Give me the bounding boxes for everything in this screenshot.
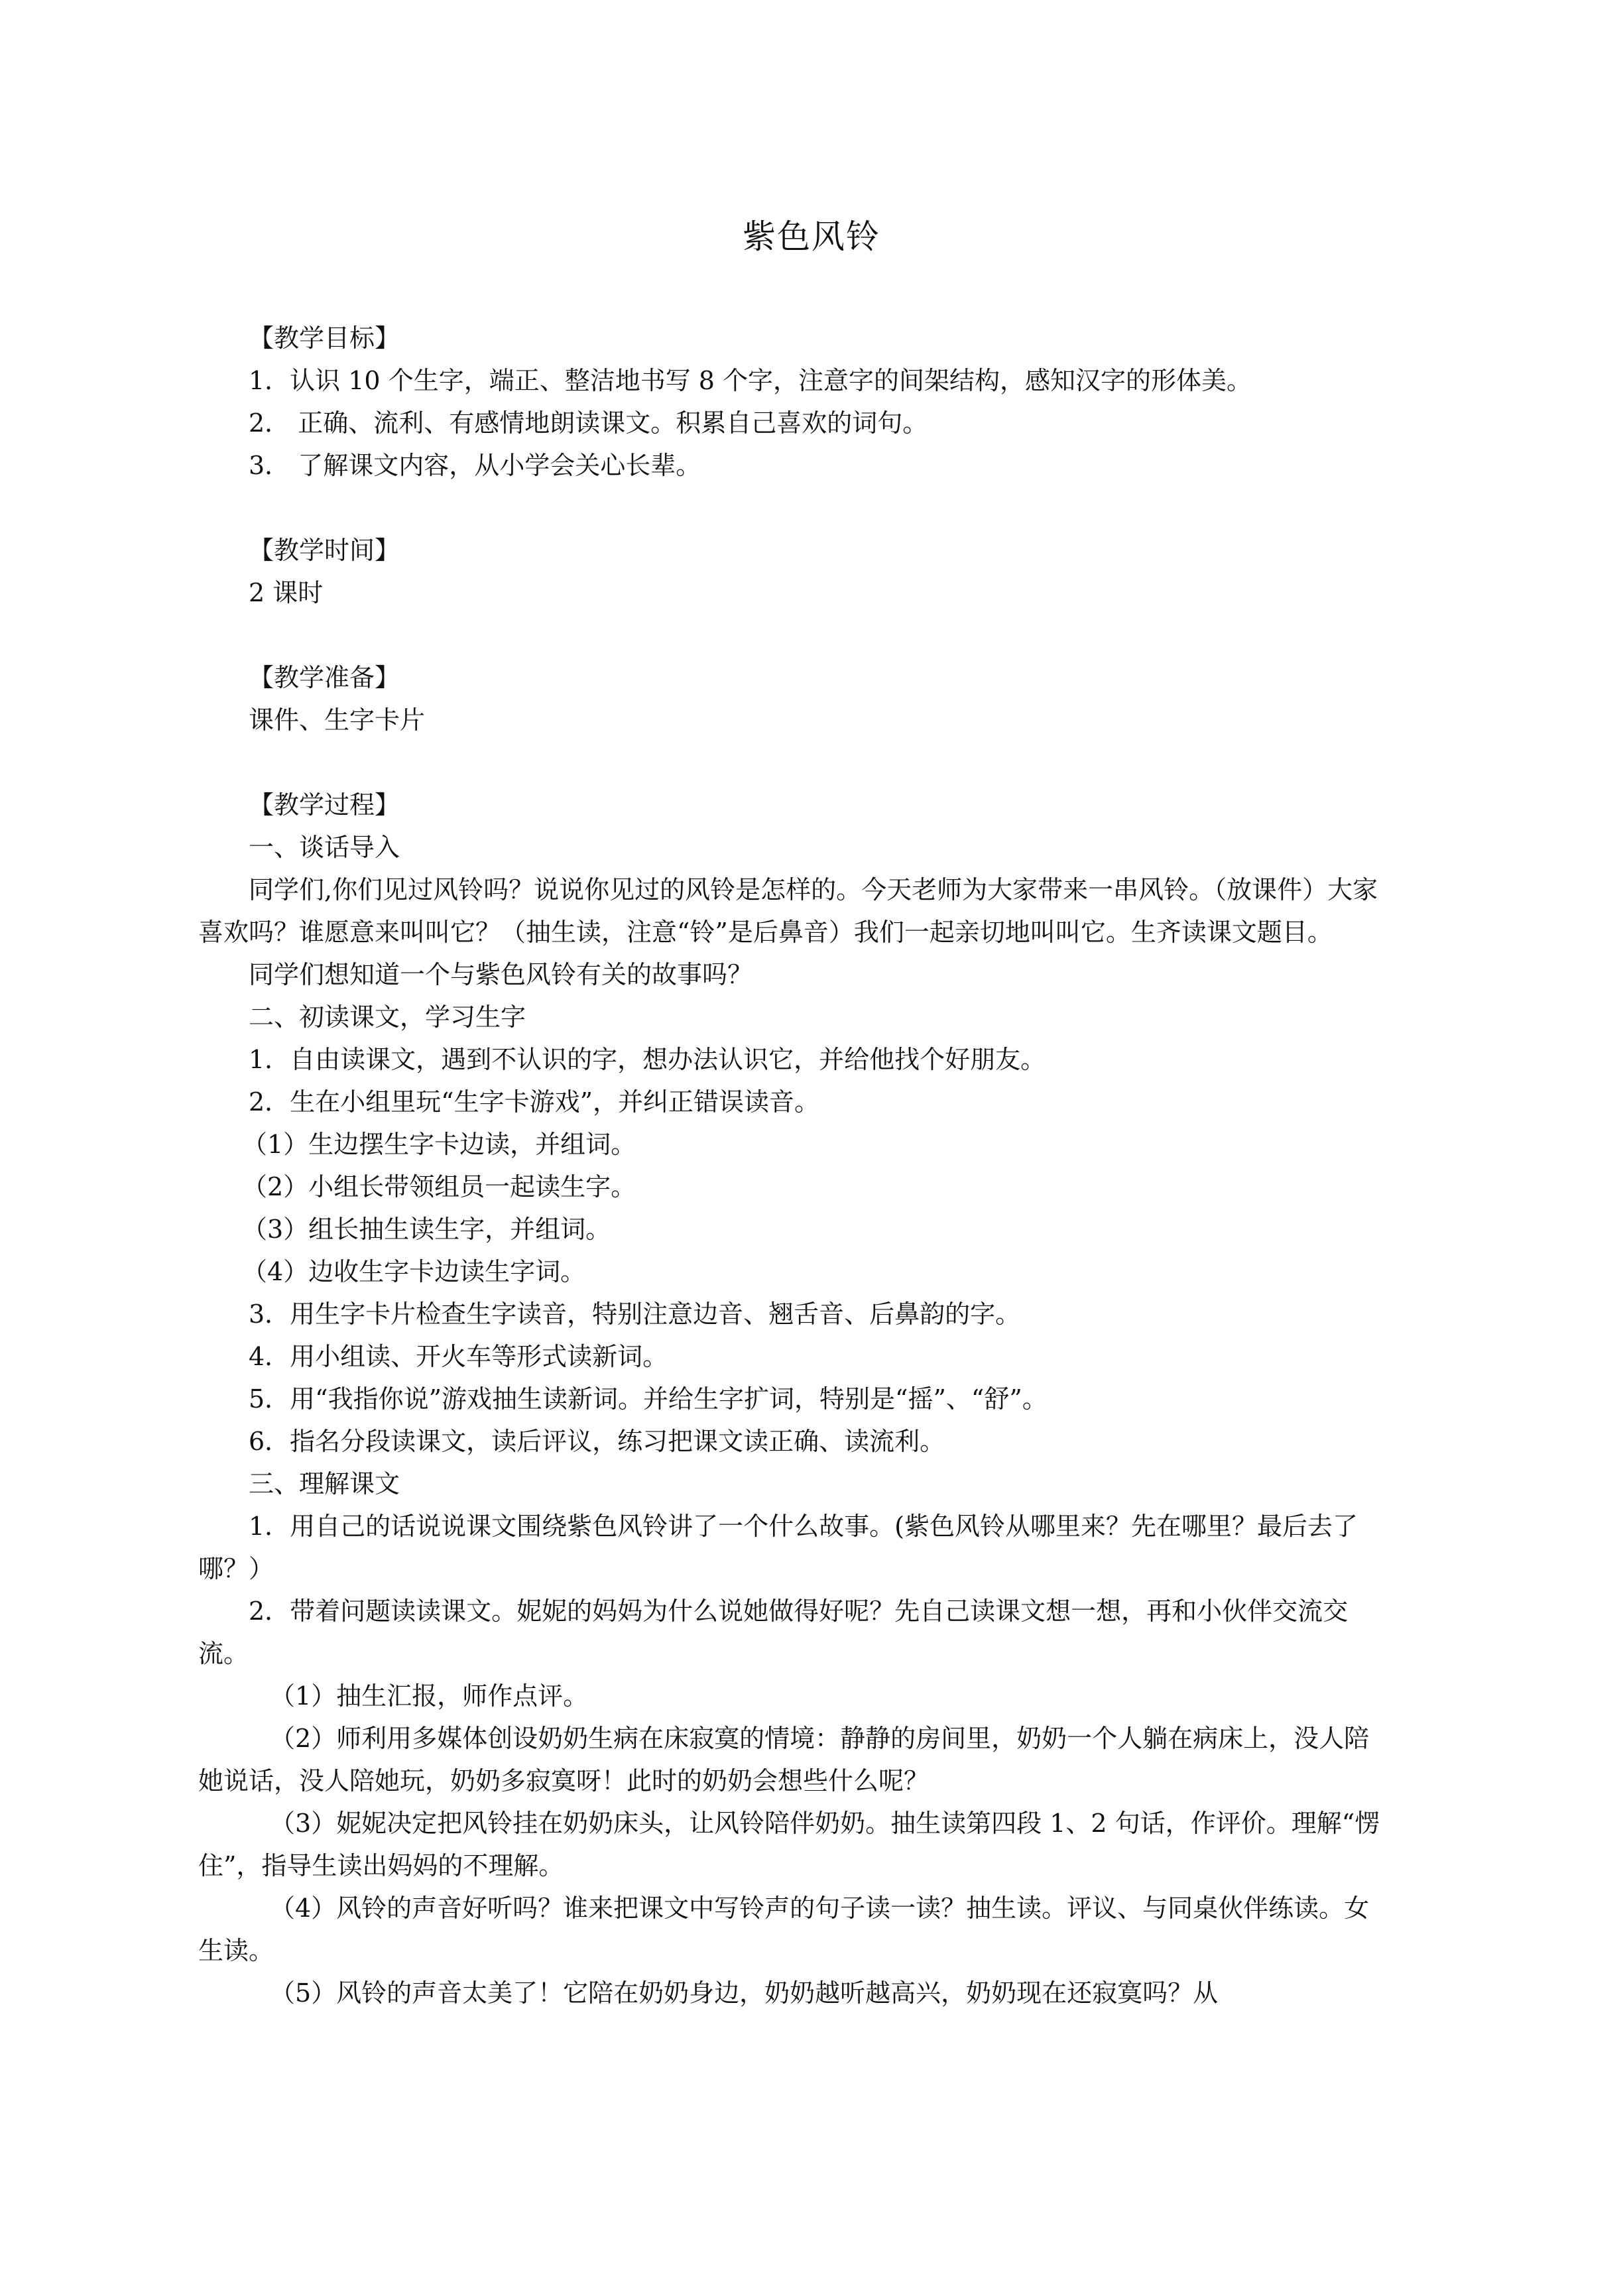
part3-sub-2: （2）师利用多媒体创设奶奶生病在床寂寞的情境：静静的房间里，奶奶一个人躺在病床上，没人陪她说话，没人陪她玩，奶奶多寂寞呀！此时的奶奶会想些什么呢？ [198, 1724, 1370, 1795]
part2-sub-4: （4）边收生字卡边读生字词。 [242, 1257, 586, 1286]
part2-sub-1: （1）生边摆生字卡边读，并组词。 [242, 1130, 636, 1159]
time-value: 2 课时 [249, 578, 324, 607]
part2-item-3: 3．用生字卡片检查生字读音，特别注意边音、翘舌音、后鼻韵的字。 [249, 1299, 1021, 1329]
part2-item-4: 4．用小组读、开火车等形式读新词。 [249, 1342, 668, 1371]
section-gap [249, 614, 1382, 656]
process-heading: 【教学过程】 [249, 790, 400, 819]
part2-sub-3: （3）组长抽生读生字，并组词。 [242, 1215, 611, 1244]
process-body [198, 869, 1382, 2014]
goals-heading: 【教学目标】 [249, 324, 400, 353]
prep-heading: 【教学准备】 [249, 663, 400, 692]
part3-sub-1: （1）抽生汇报，师作点评。 [270, 1681, 589, 1711]
part3-heading: 三、理解课文 [249, 1469, 400, 1498]
part2-heading: 二、初读课文，学习生字 [249, 1002, 526, 1032]
goal-item-3: 3． 了解课文内容，从小学会关心长辈。 [249, 451, 701, 480]
part3-sub-4: （4）风铃的声音好听吗？谁来把课文中写铃声的句子读一读？抽生读。评议、与同桌伙伴练读。女生读。 [198, 1894, 1370, 1965]
part3-sub-5: （5）风铃的声音太美了！它陪在奶奶身边，奶奶越听越高兴，奶奶现在还寂寞吗？从 [270, 1978, 1219, 2008]
section-gap [249, 741, 1382, 784]
part3-item-2: 2．带着问题读读课文。妮妮的妈妈为什么说她做得好呢？先自己读课文想一想，再和小伙伴交流交流。 [198, 1597, 1349, 1668]
part2-sub-2: （2）小组长带领组员一起读生字。 [242, 1172, 636, 1201]
document-body [249, 317, 1382, 869]
goal-item-1: 1．认识 10 个生字，端正、整洁地书写 8 个字，注意字的间架结构，感知汉字的形体美。 [249, 366, 1252, 395]
part2-item-6: 6．指名分段读课文，读后评议，练习把课文读正确、读流利。 [249, 1427, 945, 1456]
part2-item-1: 1．自由读课文，遇到不认识的字，想办法认识它，并给他找个好朋友。 [249, 1045, 1046, 1074]
section-gap [249, 487, 1382, 529]
part3-item-1: 1．用自己的话说说课文围绕紫色风铃讲了一个什么故事。(紫色风铃从哪里来？先在哪里？最后去了哪？） [198, 1512, 1358, 1583]
goal-item-2: 2． 正确、流利、有感情地朗读课文。积累自己喜欢的词句。 [249, 408, 928, 438]
prep-value: 课件、生字卡片 [249, 705, 426, 735]
page-title: 紫色风铃 [743, 217, 880, 256]
part3-sub-3: （3）妮妮决定把风铃挂在奶奶床头，让风铃陪伴奶奶。抽生读第四段 1、2 句话，作评价。理解“愣住”，指导生读出妈妈的不理解。 [198, 1809, 1380, 1880]
time-heading: 【教学时间】 [249, 536, 400, 565]
part1-heading: 一、谈话导入 [249, 833, 400, 862]
part2-item-2: 2．生在小组里玩“生字卡游戏”，并纠正错误读音。 [249, 1087, 820, 1117]
part2-item-5: 5．用“我指你说”游戏抽生读新词。并给生字扩词，特别是“摇”、“舒”。 [249, 1384, 1048, 1414]
part1-paragraph-1: 同学们,你们见过风铃吗？说说你见过的风铃是怎样的。今天老师为大家带来一串风铃。（放课件）大家喜欢吗？谁愿意来叫叫它？（抽生读，注意“铃”是后鼻音）我们一起亲切地叫叫它。生齐读课文题目。 [198, 875, 1378, 947]
part1-paragraph-2: 同学们想知道一个与紫色风铃有关的故事吗？ [249, 960, 753, 989]
